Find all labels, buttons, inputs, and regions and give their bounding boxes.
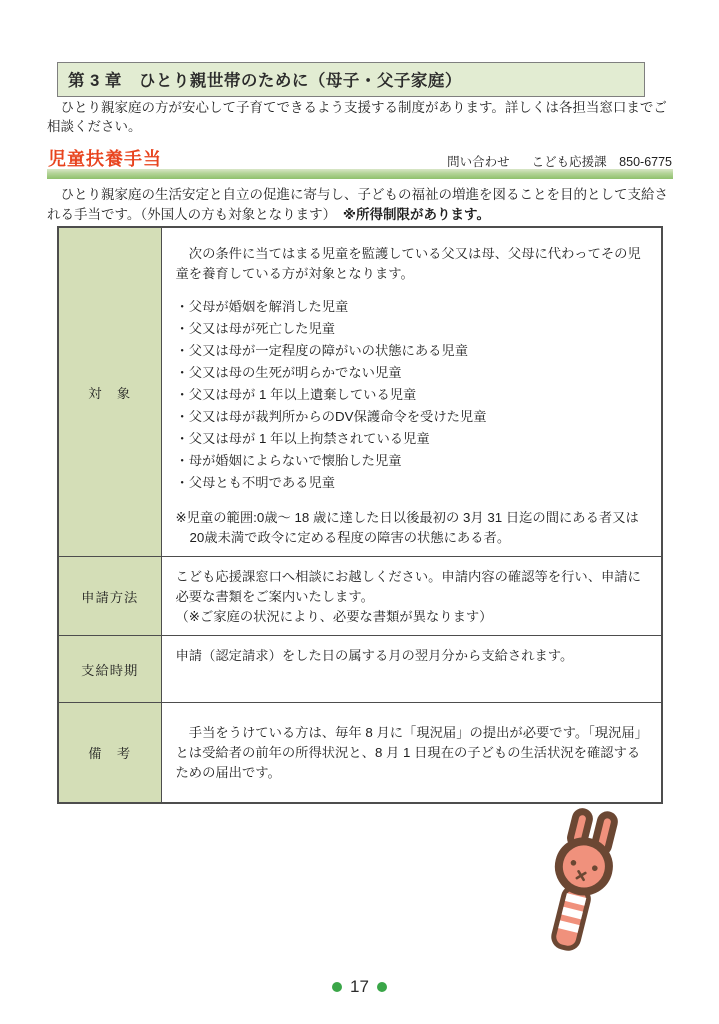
income-limit-note: ※所得制限があります。 [342,207,490,222]
page-dot-icon [377,982,387,992]
rabbit-stick-icon [524,808,636,956]
chapter-heading [57,62,645,97]
table-row-application [58,557,662,636]
target-bullet: ・父又は母が裁判所からのDV保護命令を受けた児童 [175,409,487,424]
contact-info [447,152,672,170]
target-note-line1: ※児童の範囲:0歳～ 18 歳に達した日以後最初の 3月 31 日迄の間にある者又は [175,510,639,525]
section-title: 児童扶養手当 [48,149,162,169]
target-bullet: ・父母が婚姻を解消した児童 [175,299,349,314]
target-bullet: ・父又は母が 1 年以上拘禁されている児童 [175,431,430,446]
remarks-cell [161,703,662,803]
contact-label: 問い合わせ [447,155,510,169]
target-bullet: ・父又は母が死亡した児童 [175,321,336,336]
payment-text: 申請（認定請求）をした日の属する月の翌月分から支給されます。 [175,648,574,663]
chapter-heading-text: 第 3 章 ひとり親世帯のために（母子・父子家庭） [68,72,462,90]
row-header-application: 申請方法 [58,557,161,636]
application-text: こども応援課窓口へ相談にお越しください。申請内容の確認等を行い、申請に必要な書類をご案内いたします。 [175,569,641,604]
application-note: （※ご家庭の状況により、必要な書類が異なります） [175,609,493,624]
table-row-target [58,227,662,557]
table-row-remarks [58,703,662,803]
row-header-payment: 支給時期 [58,636,161,703]
allowance-info-table [57,226,663,804]
contact-value: こども応援課 850-6775 [531,155,672,169]
target-note-line2: 20歳未満で政令に定める程度の障害の状態にある者。 [189,530,511,545]
page-dot-icon [332,982,342,992]
section-description [47,185,677,225]
target-note [176,508,648,548]
application-cell [161,557,662,636]
target-bullet: ・父母とも不明である児童 [175,475,336,490]
target-bullet: ・父又は母が 1 年以上遺棄している児童 [175,387,417,402]
section-divider-bar [47,169,673,179]
target-intro: 次の条件に当てはまる児童を監護している父又は母、父母に代わってその児童を養育している方が対象となります。 [175,246,641,281]
target-bullet: ・母が婚姻によらないで懐胎した児童 [175,453,402,468]
page-number: 17 [350,977,369,996]
target-cell [161,227,662,557]
rabbit-stick-illustration [524,808,636,956]
chapter-intro-text: ひとり親家庭の方が安心して子育てできるよう支援する制度があります。詳しくは各担当窓口までご相談ください。 [47,100,667,134]
page-footer [0,977,719,997]
target-bullet: ・父又は母が一定程度の障がいの状態にある児童 [175,343,469,358]
section-description-text: ひとり親家庭の生活安定と自立の促進に寄与し、子どもの福祉の増進を図ることを目的として支給される手当です。（外国人の方も対象となります） [47,187,668,222]
remarks-text: 手当をうけている方は、毎年 8 月に「現況届」の提出が必要です。「現況届」とは受給者の前年の所得状況と、8 月 1 日現在の子どもの生活状況を確認するための届出です。 [175,725,642,781]
payment-cell [161,636,662,703]
target-bullet: ・父又は母の生死が明らかでない児童 [175,365,402,380]
row-header-remarks: 備 考 [58,703,161,803]
row-header-target: 対 象 [58,227,161,557]
table-row-payment [58,636,662,703]
